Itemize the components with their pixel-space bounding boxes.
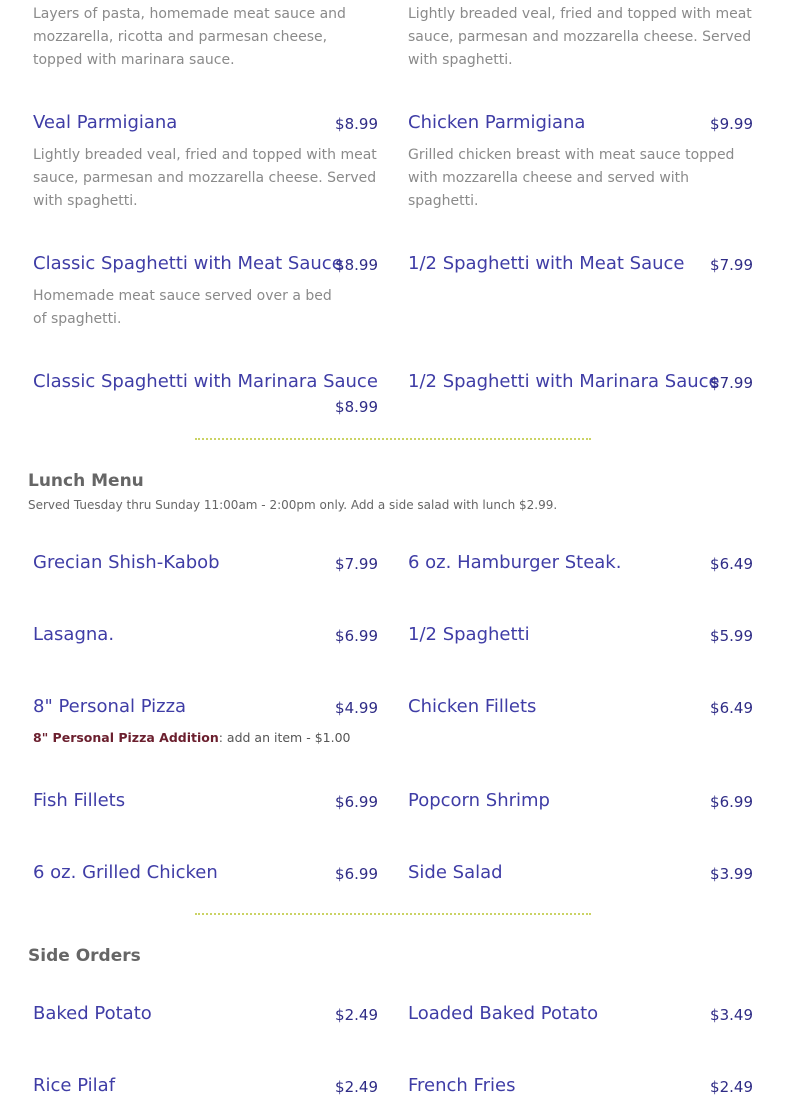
menu-item-price: $6.99: [335, 793, 378, 811]
menu-item-name: Fish Fillets: [33, 790, 126, 811]
menu-item-price: $6.99: [335, 865, 378, 883]
menu-item-price: $6.99: [335, 627, 378, 645]
pizza-addon-note: [33, 729, 350, 747]
menu-item-name: Baked Potato: [33, 1003, 152, 1024]
menu-item-name: Loaded Baked Potato: [408, 1003, 599, 1024]
menu-item-price: $8.99: [335, 115, 378, 133]
section-divider: [195, 438, 591, 440]
menu-item-name: Side Salad: [408, 862, 503, 883]
menu-item-price: $2.49: [335, 1078, 378, 1096]
menu-item-price: $7.99: [710, 374, 753, 392]
menu-item-name: Classic Spaghetti with Marinara Sauce: [33, 371, 378, 392]
menu-item-name: Popcorn Shrimp: [408, 790, 550, 811]
item-description: Grilled chicken breast with meat sauce topped with mozzarella cheese and served with spaghetti.: [408, 147, 735, 209]
menu-item-price: $2.49: [335, 1006, 378, 1024]
menu-item-name: Grecian Shish-Kabob: [33, 552, 220, 573]
menu-item-price: $3.49: [710, 1006, 753, 1024]
item-description: Lightly breaded veal, fried and topped with meat sauce, parmesan and mozzarella cheese. Served with spaghetti.: [408, 6, 752, 68]
menu-item-name: 8" Personal Pizza: [33, 696, 187, 717]
menu-item-name: Rice Pilaf: [33, 1075, 116, 1096]
menu-item-price: $8.99: [335, 398, 378, 416]
menu-item-price: $4.99: [335, 699, 378, 717]
menu-item-name: Chicken Parmigiana: [408, 112, 586, 133]
menu-item-name: French Fries: [408, 1075, 516, 1096]
menu-item-price: $7.99: [710, 256, 753, 274]
item-description: Lightly breaded veal, fried and topped with meat sauce, parmesan and mozzarella cheese. Served with spaghetti.: [33, 147, 377, 209]
menu-item-price: $6.99: [710, 793, 753, 811]
menu-item-name: Chicken Fillets: [408, 696, 537, 717]
menu-item-price: $2.49: [710, 1078, 753, 1096]
menu-item-name: 6 oz. Grilled Chicken: [33, 862, 218, 883]
pizza-addon-text: : add an item - $1.00: [218, 730, 351, 745]
section-title: Side Orders: [28, 946, 141, 966]
menu-item-name: 1/2 Spaghetti: [408, 624, 530, 645]
menu-item-name: 6 oz. Hamburger Steak.: [408, 552, 622, 573]
menu-item-price: $9.99: [710, 115, 753, 133]
item-description: Layers of pasta, homemade meat sauce and mozzarella, ricotta and parmesan cheese, topped with marinara sauce.: [33, 6, 346, 68]
section-subtitle: Served Tuesday thru Sunday 11:00am - 2:00pm only. Add a side salad with lunch $2.99.: [28, 498, 558, 512]
menu-item-price: $3.99: [710, 865, 753, 883]
menu-item-name: 1/2 Spaghetti with Marinara Sauce: [408, 371, 720, 392]
menu-item-price: $6.49: [710, 699, 753, 717]
menu-item-name: Classic Spaghetti with Meat Sauce: [33, 253, 343, 274]
menu-item-name: 1/2 Spaghetti with Meat Sauce: [408, 253, 685, 274]
section-title: Lunch Menu: [28, 471, 144, 491]
section-divider: [195, 913, 591, 915]
menu-item-name: Veal Parmigiana: [33, 112, 178, 133]
menu-item-price: $7.99: [335, 555, 378, 573]
pizza-addon-label: 8" Personal Pizza Addition: [33, 730, 219, 745]
menu-item-name: Lasagna.: [33, 624, 115, 645]
menu-item-price: $8.99: [335, 256, 378, 274]
menu-item-price: $5.99: [710, 627, 753, 645]
menu-item-price: $6.49: [710, 555, 753, 573]
item-description: Homemade meat sauce served over a bed of spaghetti.: [33, 288, 332, 327]
